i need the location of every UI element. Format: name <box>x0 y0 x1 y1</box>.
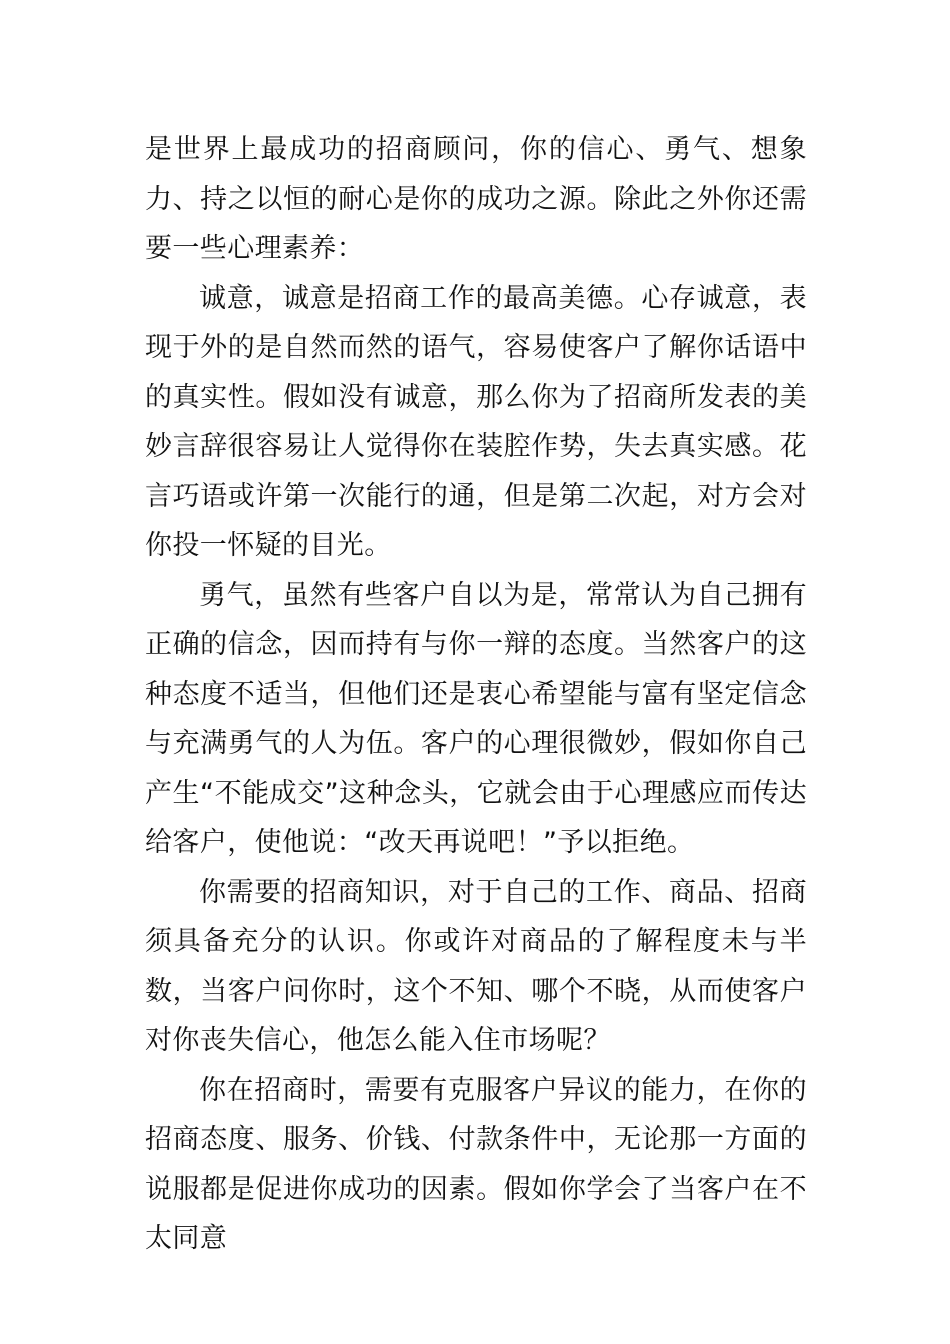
document-body <box>145 125 807 1264</box>
paragraph-intro: 是世界上最成功的招商顾问，你的信心、勇气、想象力、持之以恒的耐心是你的成功之源。除此之外你还需要一些心理素养： <box>145 134 807 264</box>
paragraph-courage: 勇气，虽然有些客户自以为是，常常认为自己拥有正确的信念，因而持有与你一辩的态度。当然客户的这种态度不适当，但他们还是衷心希望能与富有坚定信念与充满勇气的人为伍。客户的心理很微妙，假如你自己产生“不能成交”这种念头，它就会由于心理感应而传达给客户，使他说：“改天再说吧！”予以拒绝。 <box>145 579 807 858</box>
paragraph-knowledge: 你需要的招商知识，对于自己的工作、商品、招商须具备充分的认识。你或许对商品的了解程度未与半数，当客户问你时，这个不知、哪个不晓，从而使客户对你丧失信心，他怎么能入住市场呢？ <box>145 876 807 1056</box>
paragraph-objection-handling: 你在招商时，需要有克服客户异议的能力，在你的招商态度、服务、价钱、付款条件中，无论那一方面的说服都是促进你成功的因素。假如你学会了当客户在不太同意 <box>145 1074 807 1254</box>
paragraph-sincerity: 诚意，诚意是招商工作的最高美德。心存诚意，表现于外的是自然而然的语气，容易使客户了解你话语中的真实性。假如没有诚意，那么你为了招商所发表的美妙言辞很容易让人觉得你在装腔作势，失去真实感。花言巧语或许第一次能行的通，但是第二次起，对方会对你投一怀疑的目光。 <box>145 282 807 561</box>
